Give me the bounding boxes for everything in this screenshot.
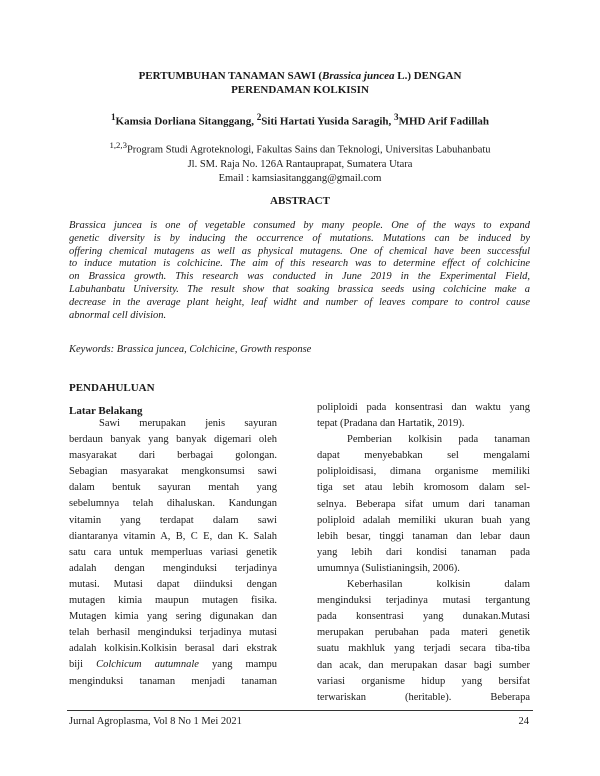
body-line: tiga set atau lebih kromosom dalam sel-: [317, 482, 530, 494]
body-line: menginduksi terjadinya mutasi tergantung: [317, 595, 530, 607]
species-name: Colchicum autumnale: [96, 659, 199, 671]
subsection-heading: Latar Belakang: [69, 405, 143, 417]
title-species: Brassica juncea: [322, 70, 395, 82]
title-line-1: PERTUMBUHAN TANAMAN SAWI (Brassica juncea L.) DENGAN: [138, 70, 462, 82]
affiliation-line-1: $^{1,2,3}$Program Studi Agroteknologi, Fakultas Sains dan Teknologi, Universitas Labuhanbatu: [109, 140, 491, 156]
body-line: lebih besar, tinggi tanaman dan lebar daun: [317, 530, 530, 542]
body-line: satu cara untuk memperluas variasi genetik: [69, 546, 277, 558]
body-line: poliploidi pada konsentrasi dan waktu yang: [317, 402, 530, 413]
abstract-heading: ABSTRACT: [270, 195, 330, 207]
body-line: berdaun banyak yang banyak digemari oleh: [69, 434, 277, 446]
body-line: mutasi. Mutasi dapat diinduksi dengan: [69, 578, 277, 590]
journal-citation: Jurnal Agroplasma, Vol 8 No 1 Mei 2021: [69, 716, 242, 727]
body-line: pada konsentrasi yang dunakan.Mutasi: [317, 611, 530, 623]
body-line: vitamin yang terdapat dalam sawi: [69, 514, 277, 526]
page-number: 24: [518, 716, 529, 727]
affiliation-address: Jl. SM. Raja No. 126A Rantauprapat, Sumatera Utara: [187, 158, 413, 170]
body-line: dalam bentuk sayuran mentah yang: [69, 482, 277, 494]
footer-divider: [67, 710, 533, 711]
body-line: merupakan perubahan pada materi genetik: [317, 627, 530, 639]
body-line: Sawi merupakan jenis sayuran: [99, 418, 277, 429]
right-column: [317, 400, 530, 706]
author-name: Siti Hartati Yusida Saragih,: [261, 115, 395, 128]
body-line: mutagen kimia maupun mutagen fisika.: [69, 595, 277, 607]
body-line: masyarakat dari berbagai golongan.: [69, 450, 277, 462]
author-name: Kamsia Dorliana Sitanggang,: [115, 115, 257, 128]
body-line: dapat menyebabkan sel mengalami: [317, 450, 530, 462]
abstract-line: to induce mutation is colchicine. The aim of this research was to determine effect of colchicine: [69, 258, 530, 270]
left-column: [69, 416, 277, 690]
body-line: adalah dengan menginduksi terjadinya: [69, 562, 277, 574]
body-line: telah berhasil menginduksi terjadinya mutasi: [69, 627, 277, 639]
body-line: diantaranya vitamin A, B, C E, dan K. Salah: [69, 530, 277, 542]
body-line: biji Colchicum autumnale yang mampu: [69, 659, 277, 671]
author-list: $^1$Kamsia Dorliana Sitanggang, $^2$Siti Hartati Yusida Saragih, $^3$MHD Arif Fadillah: [110, 112, 490, 128]
body-line: dan acak, dan merupakan dasar bagi sumber: [317, 659, 530, 671]
body-line: poliploidisasi, dimana organisme memiliki: [317, 466, 530, 478]
body-line: selnya. Beberapa sifat umum dari tanaman: [317, 498, 530, 510]
body-line: poliploid adalah memiliki ukuran buah yang: [317, 514, 530, 526]
abstract-line: Brassica juncea is one of vegetable consumed by many people. One of the ways to expand: [69, 220, 530, 231]
paper-title: [70, 69, 530, 97]
body-line: terwariskan (heritable). Beberapa: [317, 691, 530, 703]
abstract-line: genetic diversity is by inducing the occurrence of mutations. Mutations can be induced by: [69, 232, 530, 244]
abstract-line: decrease in the average plant height, leaf widht and number of leaves compare to control cause: [69, 296, 530, 308]
title-line-2: PERENDAMAN KOLKISIN: [231, 84, 369, 96]
body-line: umumnya (Sulistianingsih, 2006).: [317, 562, 460, 574]
abstract-body: [69, 220, 530, 322]
body-line: yang lebih dari kondisi tanaman pada: [317, 546, 530, 558]
section-heading: PENDAHULUAN: [69, 382, 155, 394]
body-line: Pemberian kolkisin pada tanaman: [347, 434, 530, 446]
body-line: menginduksi tanaman menjadi tanaman: [69, 675, 277, 687]
keywords: Keywords: Brassica juncea, Colchicine, Growth response: [69, 344, 312, 355]
body-line: adalah kolkisin.Kolkisin berasal dari ekstrak: [69, 643, 277, 655]
author-name: MHD Arif Fadillah: [398, 115, 490, 128]
body-line: suatu makhluk yang terjadi secara tiba-tiba: [317, 643, 530, 655]
body-line: Mutagen kimia yang sering digunakan dan: [69, 611, 277, 623]
abstract-line: Labuhanbatu University. The result show that soaking brassica seeds using colchicine make a: [69, 283, 530, 295]
body-line: variasi organisme hidup yang bersifat: [317, 675, 530, 687]
abstract-line: offering chemical mutagens as well as physical mutagens. One of chemical have been successful: [69, 245, 530, 257]
body-line: sebelumnya telah dihaluskan. Kandungan: [69, 498, 277, 510]
affiliation: [60, 138, 540, 186]
abstract-line: abnormal cell division.: [69, 309, 167, 321]
body-line: tepat (Pradana dan Hartatik, 2019).: [317, 418, 465, 430]
body-line: Sebagian masyarakat mengkonsumsi sawi: [69, 466, 277, 478]
affiliation-email: Email : kamsiasitanggang@gmail.com: [218, 172, 382, 184]
body-line: Keberhasilan kolkisin dalam: [347, 579, 530, 591]
abstract-line: on Brassica growth. This research was conducted in June 2019 in the Experimental Field,: [69, 271, 530, 283]
